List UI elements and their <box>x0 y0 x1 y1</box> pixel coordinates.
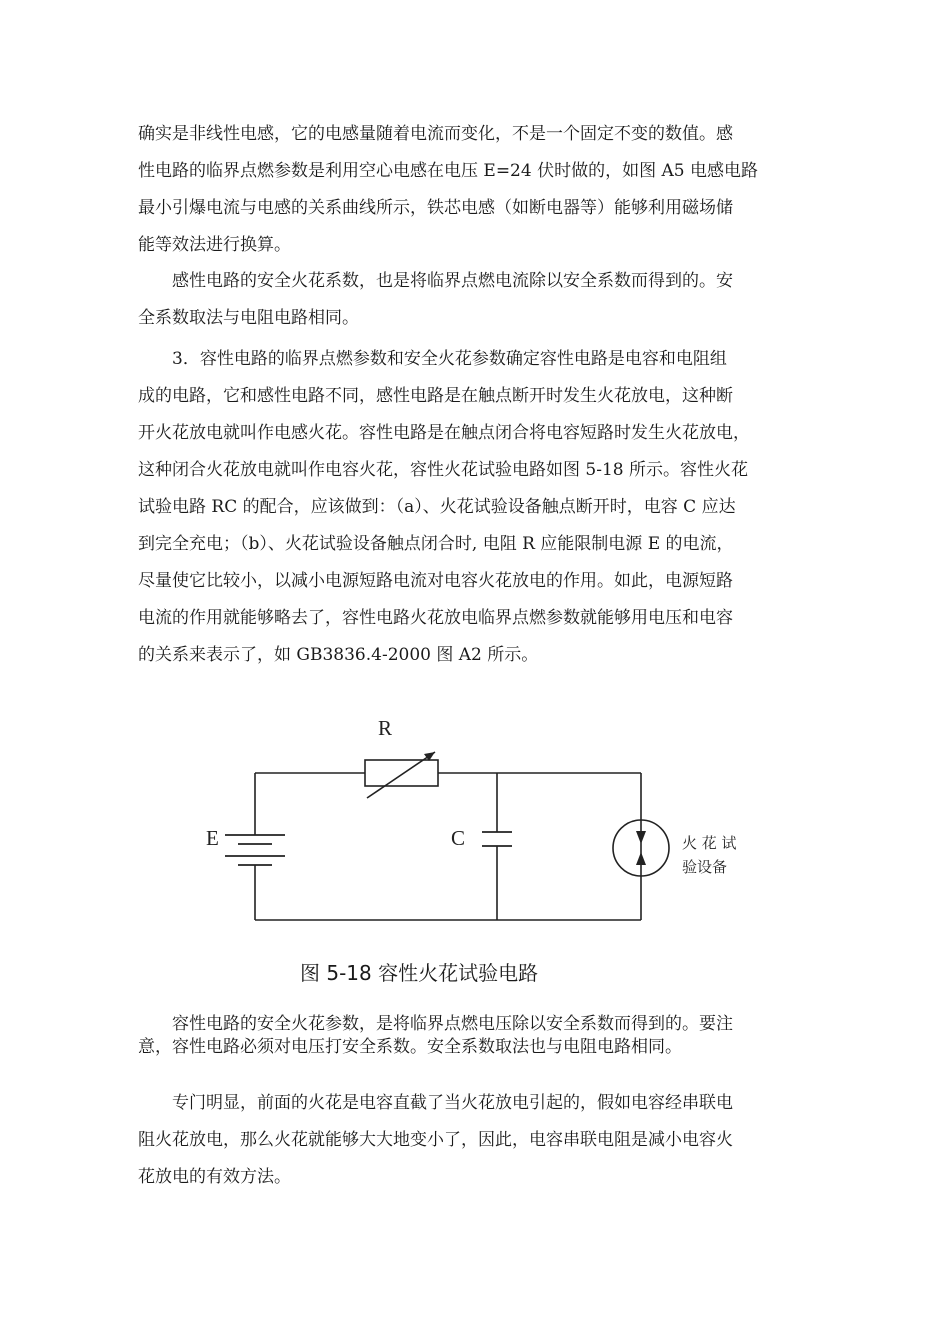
text-line: 全系数取法与电阻电路相同。 <box>138 308 359 328</box>
text-line: 试验电路 RC 的配合，应该做到：（a）、火花试验设备触点断开时，电容 C 应达 <box>138 497 736 517</box>
paragraph-5 <box>138 1085 818 1196</box>
text-line: 能等效法进行换算。 <box>138 235 291 255</box>
text-line: 花放电的有效方法。 <box>138 1167 291 1187</box>
paragraph-2 <box>138 263 818 337</box>
label-c: C <box>451 826 466 850</box>
resistor-body <box>365 760 438 786</box>
resistor-adjust-arrow <box>367 752 435 798</box>
device-label-line1: 火 花 试 <box>682 834 737 852</box>
figure-caption: 图 5-18 容性火花试验电路 <box>300 961 539 985</box>
device-arrow-down <box>636 831 646 844</box>
text-line: 性电路的临界点燃参数是利用空心电感在电压 E=24 伏时做的，如图 A5 电感电路 <box>138 161 758 181</box>
text-line: 感性电路的安全火花系数，也是将临界点燃电流除以安全系数而得到的。安 <box>138 271 733 291</box>
circuit-diagram <box>195 710 765 940</box>
text-line: 成的电路，它和感性电路不同，感性电路是在触点断开时发生火花放电，这种断 <box>138 386 733 406</box>
capacitor-symbol <box>482 832 512 846</box>
device-arrow-up <box>636 852 646 865</box>
paragraph-4 <box>138 1013 818 1059</box>
spark-test-device <box>613 820 669 876</box>
text-line: 的关系来表示了，如 GB3836.4-2000 图 A2 所示。 <box>138 645 539 665</box>
label-e: E <box>206 826 219 850</box>
text-line: 阻火花放电，那么火花就能够大大地变小了，因此，电容串联电阻是减小电容火 <box>138 1130 733 1150</box>
text-line: 容性电路的安全火花参数，是将临界点燃电压除以安全系数而得到的。要注 <box>138 1014 733 1034</box>
device-label-line2: 验设备 <box>682 858 728 876</box>
paragraph-1 <box>138 116 818 264</box>
text-line: 这种闭合火花放电就叫作电容火花，容性火花试验电路如图 5-18 所示。容性火花 <box>138 460 748 480</box>
text-line: 意，容性电路必须对电压打安全系数。安全系数取法也与电阻电路相同。 <box>138 1037 682 1057</box>
paragraph-3 <box>138 341 818 674</box>
text-line: 电流的作用就能够略去了，容性电路火花放电临界点燃参数就能够用电压和电容 <box>138 608 733 628</box>
text-line: 专门明显，前面的火花是电容直截了当火花放电引起的，假如电容经串联电 <box>138 1093 733 1113</box>
circuit-svg <box>195 710 765 940</box>
text-line: 确实是非线性电感，它的电感量随着电流而变化，不是一个固定不变的数值。感 <box>138 124 733 144</box>
text-line: 尽量使它比较小，以减小电源短路电流对电容火花放电的作用。如此，电源短路 <box>138 571 733 591</box>
text-line: 开火花放电就叫作电感火花。容性电路是在触点闭合将电容短路时发生火花放电， <box>138 423 750 443</box>
label-r: R <box>378 716 393 740</box>
text-line: 最小引爆电流与电感的关系曲线所示，铁芯电感（如断电器等）能够利用磁场储 <box>138 198 733 218</box>
battery-symbol <box>225 835 285 865</box>
text-line: 3．容性电路的临界点燃参数和安全火花参数确定容性电路是电容和电阻组 <box>138 349 727 369</box>
text-line: 到完全充电；（b）、火花试验设备触点闭合时, 电阻 R 应能限制电源 E 的电流， <box>138 534 734 554</box>
variable-resistor <box>365 752 438 798</box>
